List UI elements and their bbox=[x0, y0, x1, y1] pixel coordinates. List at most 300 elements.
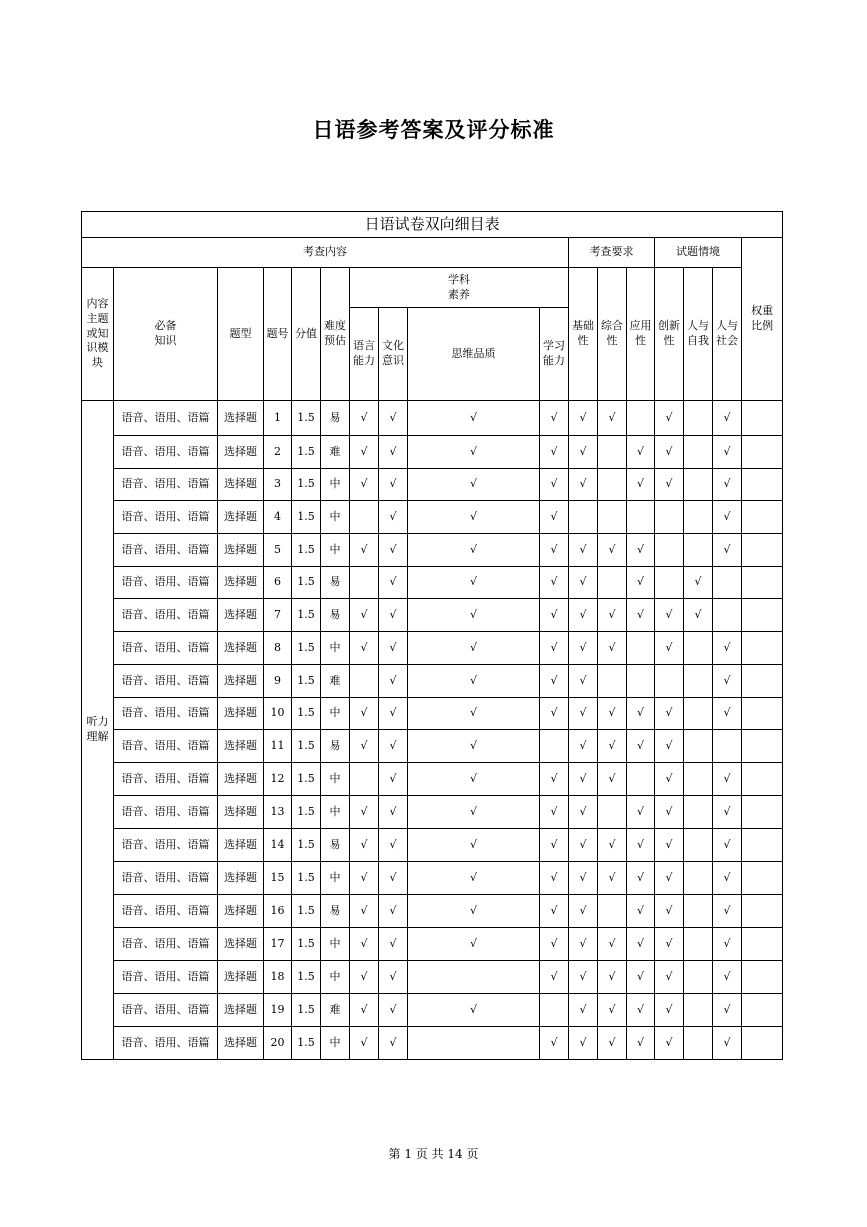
check-comp-cell bbox=[598, 895, 627, 928]
question-type-cell: 选择题 bbox=[218, 763, 264, 796]
question-number-cell: 20 bbox=[264, 1027, 292, 1060]
check-lang-cell: √ bbox=[350, 1027, 379, 1060]
check-basic-cell: √ bbox=[569, 796, 598, 829]
check-thinking-cell: √ bbox=[408, 534, 540, 567]
check-learning-cell: √ bbox=[540, 401, 569, 436]
check-appl-cell bbox=[627, 665, 655, 698]
check-learning-cell: √ bbox=[540, 599, 569, 632]
check-culture-cell: √ bbox=[379, 829, 408, 862]
check-self-cell bbox=[684, 436, 713, 469]
check-lang-cell bbox=[350, 501, 379, 534]
check-learning-cell: √ bbox=[540, 567, 569, 599]
check-self-cell bbox=[684, 401, 713, 436]
check-lang-cell: √ bbox=[350, 961, 379, 994]
check-thinking-cell: √ bbox=[408, 698, 540, 730]
table-row bbox=[82, 1027, 783, 1060]
check-comp-cell: √ bbox=[598, 698, 627, 730]
check-comp-cell bbox=[598, 567, 627, 599]
score-cell: 1.5 bbox=[292, 501, 321, 534]
check-appl-cell: √ bbox=[627, 567, 655, 599]
knowledge-cell: 语音、语用、语篇 bbox=[114, 829, 218, 862]
question-type-cell: 选择题 bbox=[218, 829, 264, 862]
header-difficulty: 难度 预估 bbox=[321, 268, 350, 401]
question-number-cell: 5 bbox=[264, 534, 292, 567]
check-appl-cell: √ bbox=[627, 796, 655, 829]
header-innovative: 创新 性 bbox=[655, 268, 684, 401]
difficulty-cell: 难 bbox=[321, 994, 350, 1027]
knowledge-cell: 语音、语用、语篇 bbox=[114, 796, 218, 829]
check-nature-cell bbox=[742, 501, 783, 534]
check-innov-cell: √ bbox=[655, 994, 684, 1027]
check-learning-cell: √ bbox=[540, 436, 569, 469]
check-self-cell bbox=[684, 895, 713, 928]
question-number-cell: 3 bbox=[264, 469, 292, 501]
check-thinking-cell: √ bbox=[408, 665, 540, 698]
check-nature-cell bbox=[742, 698, 783, 730]
check-society-cell bbox=[713, 567, 742, 599]
header-thinking-quality: 思维品质 bbox=[408, 308, 540, 401]
question-type-cell: 选择题 bbox=[218, 796, 264, 829]
score-cell: 1.5 bbox=[292, 829, 321, 862]
theme-cell: 听力 理解 bbox=[82, 401, 114, 1060]
check-basic-cell: √ bbox=[569, 862, 598, 895]
check-learning-cell: √ bbox=[540, 895, 569, 928]
check-appl-cell: √ bbox=[627, 862, 655, 895]
check-innov-cell bbox=[655, 567, 684, 599]
score-cell: 1.5 bbox=[292, 436, 321, 469]
question-number-cell: 6 bbox=[264, 567, 292, 599]
difficulty-cell: 易 bbox=[321, 829, 350, 862]
check-culture-cell: √ bbox=[379, 599, 408, 632]
check-culture-cell: √ bbox=[379, 730, 408, 763]
check-appl-cell: √ bbox=[627, 1027, 655, 1060]
question-number-cell: 18 bbox=[264, 961, 292, 994]
check-innov-cell: √ bbox=[655, 763, 684, 796]
check-appl-cell: √ bbox=[627, 469, 655, 501]
check-basic-cell: √ bbox=[569, 401, 598, 436]
header-theme: 内容 主题 或知 识模 块 bbox=[82, 268, 114, 401]
check-society-cell: √ bbox=[713, 763, 742, 796]
check-learning-cell: √ bbox=[540, 763, 569, 796]
check-society-cell: √ bbox=[713, 469, 742, 501]
knowledge-cell: 语音、语用、语篇 bbox=[114, 698, 218, 730]
check-nature-cell bbox=[742, 534, 783, 567]
page-title: 日语参考答案及评分标准 bbox=[312, 118, 555, 142]
check-culture-cell: √ bbox=[379, 436, 408, 469]
check-society-cell: √ bbox=[713, 698, 742, 730]
check-thinking-cell: √ bbox=[408, 501, 540, 534]
knowledge-cell: 语音、语用、语篇 bbox=[114, 401, 218, 436]
check-self-cell bbox=[684, 501, 713, 534]
check-appl-cell: √ bbox=[627, 730, 655, 763]
table-row bbox=[82, 895, 783, 928]
check-learning-cell: √ bbox=[540, 1027, 569, 1060]
table-row bbox=[82, 862, 783, 895]
knowledge-cell: 语音、语用、语篇 bbox=[114, 1027, 218, 1060]
difficulty-cell: 易 bbox=[321, 599, 350, 632]
check-comp-cell: √ bbox=[598, 928, 627, 961]
check-learning-cell: √ bbox=[540, 796, 569, 829]
check-comp-cell: √ bbox=[598, 862, 627, 895]
check-basic-cell: √ bbox=[569, 994, 598, 1027]
check-lang-cell bbox=[350, 665, 379, 698]
knowledge-cell: 语音、语用、语篇 bbox=[114, 994, 218, 1027]
header-language-ability: 语言 能力 bbox=[350, 308, 379, 401]
check-lang-cell: √ bbox=[350, 698, 379, 730]
check-thinking-cell: √ bbox=[408, 632, 540, 665]
difficulty-cell: 中 bbox=[321, 1027, 350, 1060]
score-cell: 1.5 bbox=[292, 961, 321, 994]
question-type-cell: 选择题 bbox=[218, 895, 264, 928]
check-basic-cell: √ bbox=[569, 436, 598, 469]
check-thinking-cell bbox=[408, 1027, 540, 1060]
check-self-cell bbox=[684, 829, 713, 862]
check-lang-cell: √ bbox=[350, 895, 379, 928]
check-culture-cell: √ bbox=[379, 961, 408, 994]
check-comp-cell: √ bbox=[598, 632, 627, 665]
table-row bbox=[82, 730, 783, 763]
check-nature-cell bbox=[742, 665, 783, 698]
check-self-cell: √ bbox=[684, 567, 713, 599]
question-type-cell: 选择题 bbox=[218, 599, 264, 632]
check-self-cell bbox=[684, 469, 713, 501]
check-thinking-cell: √ bbox=[408, 763, 540, 796]
check-learning-cell: √ bbox=[540, 501, 569, 534]
check-learning-cell: √ bbox=[540, 829, 569, 862]
check-culture-cell: √ bbox=[379, 698, 408, 730]
score-cell: 1.5 bbox=[292, 1027, 321, 1060]
score-cell: 1.5 bbox=[292, 730, 321, 763]
check-lang-cell: √ bbox=[350, 862, 379, 895]
check-society-cell bbox=[713, 599, 742, 632]
check-thinking-cell: √ bbox=[408, 599, 540, 632]
check-lang-cell: √ bbox=[350, 796, 379, 829]
score-cell: 1.5 bbox=[292, 534, 321, 567]
knowledge-cell: 语音、语用、语篇 bbox=[114, 961, 218, 994]
knowledge-cell: 语音、语用、语篇 bbox=[114, 469, 218, 501]
question-number-cell: 14 bbox=[264, 829, 292, 862]
difficulty-cell: 中 bbox=[321, 534, 350, 567]
question-type-cell: 选择题 bbox=[218, 961, 264, 994]
check-self-cell bbox=[684, 796, 713, 829]
header-literacy: 学科 素养 bbox=[350, 268, 569, 308]
check-comp-cell: √ bbox=[598, 829, 627, 862]
table-row bbox=[82, 796, 783, 829]
check-lang-cell: √ bbox=[350, 730, 379, 763]
question-type-cell: 选择题 bbox=[218, 928, 264, 961]
question-number-cell: 13 bbox=[264, 796, 292, 829]
knowledge-cell: 语音、语用、语篇 bbox=[114, 763, 218, 796]
score-cell: 1.5 bbox=[292, 401, 321, 436]
check-basic-cell: √ bbox=[569, 632, 598, 665]
check-society-cell: √ bbox=[713, 665, 742, 698]
check-thinking-cell: √ bbox=[408, 401, 540, 436]
check-thinking-cell: √ bbox=[408, 796, 540, 829]
table-row bbox=[82, 567, 783, 599]
knowledge-cell: 语音、语用、语篇 bbox=[114, 599, 218, 632]
question-type-cell: 选择题 bbox=[218, 401, 264, 436]
check-innov-cell: √ bbox=[655, 632, 684, 665]
header-knowledge: 必备 知识 bbox=[114, 268, 218, 401]
question-type-cell: 选择题 bbox=[218, 534, 264, 567]
question-number-cell: 8 bbox=[264, 632, 292, 665]
check-self-cell bbox=[684, 1027, 713, 1060]
check-culture-cell: √ bbox=[379, 501, 408, 534]
difficulty-cell: 易 bbox=[321, 730, 350, 763]
check-appl-cell: √ bbox=[627, 436, 655, 469]
question-number-cell: 19 bbox=[264, 994, 292, 1027]
question-type-cell: 选择题 bbox=[218, 730, 264, 763]
group-header-requirements: 考查要求 bbox=[569, 238, 655, 268]
table-row bbox=[82, 829, 783, 862]
check-nature-cell bbox=[742, 829, 783, 862]
check-appl-cell: √ bbox=[627, 928, 655, 961]
score-cell: 1.5 bbox=[292, 796, 321, 829]
check-lang-cell: √ bbox=[350, 829, 379, 862]
check-nature-cell bbox=[742, 961, 783, 994]
check-appl-cell: √ bbox=[627, 698, 655, 730]
check-nature-cell bbox=[742, 436, 783, 469]
check-learning-cell: √ bbox=[540, 961, 569, 994]
question-number-cell: 12 bbox=[264, 763, 292, 796]
check-basic-cell: √ bbox=[569, 730, 598, 763]
table-row bbox=[82, 401, 783, 436]
check-nature-cell bbox=[742, 796, 783, 829]
difficulty-cell: 中 bbox=[321, 501, 350, 534]
check-thinking-cell: √ bbox=[408, 829, 540, 862]
check-self-cell: √ bbox=[684, 599, 713, 632]
check-culture-cell: √ bbox=[379, 1027, 408, 1060]
check-nature-cell bbox=[742, 895, 783, 928]
difficulty-cell: 中 bbox=[321, 469, 350, 501]
check-self-cell bbox=[684, 763, 713, 796]
check-lang-cell: √ bbox=[350, 401, 379, 436]
table-row bbox=[82, 698, 783, 730]
check-nature-cell bbox=[742, 599, 783, 632]
check-innov-cell: √ bbox=[655, 436, 684, 469]
header-cultural-awareness: 文化 意识 bbox=[379, 308, 408, 401]
check-appl-cell: √ bbox=[627, 829, 655, 862]
check-basic-cell: √ bbox=[569, 698, 598, 730]
group-header-situation: 试题情境 bbox=[655, 238, 742, 268]
knowledge-cell: 语音、语用、语篇 bbox=[114, 862, 218, 895]
check-culture-cell: √ bbox=[379, 994, 408, 1027]
check-basic-cell: √ bbox=[569, 469, 598, 501]
score-cell: 1.5 bbox=[292, 994, 321, 1027]
table-row bbox=[82, 994, 783, 1027]
check-innov-cell: √ bbox=[655, 401, 684, 436]
check-comp-cell: √ bbox=[598, 599, 627, 632]
check-society-cell: √ bbox=[713, 632, 742, 665]
header-society: 人与 社会 bbox=[713, 268, 742, 401]
check-thinking-cell: √ bbox=[408, 567, 540, 599]
check-lang-cell: √ bbox=[350, 534, 379, 567]
difficulty-cell: 中 bbox=[321, 862, 350, 895]
question-number-cell: 4 bbox=[264, 501, 292, 534]
question-type-cell: 选择题 bbox=[218, 567, 264, 599]
check-culture-cell: √ bbox=[379, 763, 408, 796]
check-learning-cell: √ bbox=[540, 469, 569, 501]
check-thinking-cell: √ bbox=[408, 436, 540, 469]
check-society-cell: √ bbox=[713, 534, 742, 567]
knowledge-cell: 语音、语用、语篇 bbox=[114, 501, 218, 534]
knowledge-cell: 语音、语用、语篇 bbox=[114, 567, 218, 599]
check-lang-cell: √ bbox=[350, 599, 379, 632]
score-cell: 1.5 bbox=[292, 665, 321, 698]
question-number-cell: 2 bbox=[264, 436, 292, 469]
check-self-cell bbox=[684, 698, 713, 730]
check-comp-cell: √ bbox=[598, 401, 627, 436]
check-society-cell: √ bbox=[713, 994, 742, 1027]
check-comp-cell: √ bbox=[598, 763, 627, 796]
header-applied: 应用 性 bbox=[627, 268, 655, 401]
question-type-cell: 选择题 bbox=[218, 1027, 264, 1060]
check-comp-cell bbox=[598, 501, 627, 534]
table-row bbox=[82, 534, 783, 567]
check-appl-cell: √ bbox=[627, 961, 655, 994]
check-learning-cell: √ bbox=[540, 632, 569, 665]
check-self-cell bbox=[684, 730, 713, 763]
check-thinking-cell: √ bbox=[408, 730, 540, 763]
check-basic-cell: √ bbox=[569, 895, 598, 928]
check-nature-cell bbox=[742, 928, 783, 961]
check-learning-cell: √ bbox=[540, 665, 569, 698]
check-nature-cell bbox=[742, 401, 783, 436]
difficulty-cell: 中 bbox=[321, 632, 350, 665]
check-society-cell: √ bbox=[713, 862, 742, 895]
check-culture-cell: √ bbox=[379, 796, 408, 829]
check-basic-cell: √ bbox=[569, 665, 598, 698]
difficulty-cell: 易 bbox=[321, 567, 350, 599]
check-society-cell: √ bbox=[713, 796, 742, 829]
check-basic-cell: √ bbox=[569, 599, 598, 632]
question-type-cell: 选择题 bbox=[218, 501, 264, 534]
check-society-cell: √ bbox=[713, 401, 742, 436]
check-lang-cell: √ bbox=[350, 469, 379, 501]
difficulty-cell: 难 bbox=[321, 665, 350, 698]
table-row bbox=[82, 665, 783, 698]
check-self-cell bbox=[684, 961, 713, 994]
check-self-cell bbox=[684, 994, 713, 1027]
check-thinking-cell: √ bbox=[408, 895, 540, 928]
check-self-cell bbox=[684, 534, 713, 567]
check-self-cell bbox=[684, 862, 713, 895]
check-basic-cell: √ bbox=[569, 829, 598, 862]
table-row bbox=[82, 928, 783, 961]
question-number-cell: 16 bbox=[264, 895, 292, 928]
check-lang-cell bbox=[350, 763, 379, 796]
question-type-cell: 选择题 bbox=[218, 698, 264, 730]
score-cell: 1.5 bbox=[292, 632, 321, 665]
header-question-type: 题型 bbox=[218, 268, 264, 401]
question-type-cell: 选择题 bbox=[218, 862, 264, 895]
page-footer: 第 1 页 共 14 页 bbox=[388, 1147, 479, 1161]
check-appl-cell: √ bbox=[627, 534, 655, 567]
check-self-cell bbox=[684, 632, 713, 665]
check-culture-cell: √ bbox=[379, 895, 408, 928]
knowledge-cell: 语音、语用、语篇 bbox=[114, 436, 218, 469]
knowledge-cell: 语音、语用、语篇 bbox=[114, 928, 218, 961]
check-lang-cell bbox=[350, 567, 379, 599]
score-cell: 1.5 bbox=[292, 895, 321, 928]
score-cell: 1.5 bbox=[292, 567, 321, 599]
check-appl-cell bbox=[627, 763, 655, 796]
check-nature-cell bbox=[742, 994, 783, 1027]
question-number-cell: 10 bbox=[264, 698, 292, 730]
check-thinking-cell: √ bbox=[408, 994, 540, 1027]
table-row bbox=[82, 469, 783, 501]
check-nature-cell bbox=[742, 1027, 783, 1060]
check-comp-cell: √ bbox=[598, 534, 627, 567]
check-culture-cell: √ bbox=[379, 469, 408, 501]
score-cell: 1.5 bbox=[292, 928, 321, 961]
check-comp-cell: √ bbox=[598, 730, 627, 763]
check-culture-cell: √ bbox=[379, 401, 408, 436]
header-question-number: 题号 bbox=[264, 268, 292, 401]
question-number-cell: 7 bbox=[264, 599, 292, 632]
check-comp-cell bbox=[598, 436, 627, 469]
check-basic-cell: √ bbox=[569, 763, 598, 796]
difficulty-cell: 中 bbox=[321, 928, 350, 961]
check-innov-cell: √ bbox=[655, 895, 684, 928]
check-thinking-cell: √ bbox=[408, 928, 540, 961]
check-nature-cell bbox=[742, 730, 783, 763]
header-self: 人与 自我 bbox=[684, 268, 713, 401]
check-culture-cell: √ bbox=[379, 567, 408, 599]
check-society-cell: √ bbox=[713, 829, 742, 862]
check-innov-cell bbox=[655, 501, 684, 534]
question-type-cell: 选择题 bbox=[218, 994, 264, 1027]
check-basic-cell: √ bbox=[569, 567, 598, 599]
table-row bbox=[82, 763, 783, 796]
check-nature-cell bbox=[742, 632, 783, 665]
difficulty-cell: 难 bbox=[321, 436, 350, 469]
check-basic-cell: √ bbox=[569, 1027, 598, 1060]
knowledge-cell: 语音、语用、语篇 bbox=[114, 632, 218, 665]
check-lang-cell: √ bbox=[350, 994, 379, 1027]
check-innov-cell: √ bbox=[655, 796, 684, 829]
check-self-cell bbox=[684, 928, 713, 961]
check-lang-cell: √ bbox=[350, 928, 379, 961]
table-row bbox=[82, 599, 783, 632]
score-cell: 1.5 bbox=[292, 698, 321, 730]
check-appl-cell: √ bbox=[627, 895, 655, 928]
check-innov-cell: √ bbox=[655, 698, 684, 730]
table-row bbox=[82, 961, 783, 994]
difficulty-cell: 中 bbox=[321, 796, 350, 829]
question-type-cell: 选择题 bbox=[218, 469, 264, 501]
check-comp-cell: √ bbox=[598, 1027, 627, 1060]
check-thinking-cell bbox=[408, 961, 540, 994]
check-innov-cell bbox=[655, 534, 684, 567]
check-learning-cell: √ bbox=[540, 534, 569, 567]
check-innov-cell: √ bbox=[655, 599, 684, 632]
check-nature-cell bbox=[742, 862, 783, 895]
check-nature-cell bbox=[742, 567, 783, 599]
check-society-cell: √ bbox=[713, 928, 742, 961]
check-appl-cell bbox=[627, 401, 655, 436]
check-appl-cell bbox=[627, 501, 655, 534]
table-row bbox=[82, 501, 783, 534]
table-caption: 日语试卷双向细目表 bbox=[82, 212, 783, 238]
check-learning-cell bbox=[540, 730, 569, 763]
check-nature-cell bbox=[742, 763, 783, 796]
check-society-cell bbox=[713, 730, 742, 763]
check-culture-cell: √ bbox=[379, 632, 408, 665]
check-basic-cell: √ bbox=[569, 961, 598, 994]
difficulty-cell: 中 bbox=[321, 763, 350, 796]
question-type-cell: 选择题 bbox=[218, 436, 264, 469]
